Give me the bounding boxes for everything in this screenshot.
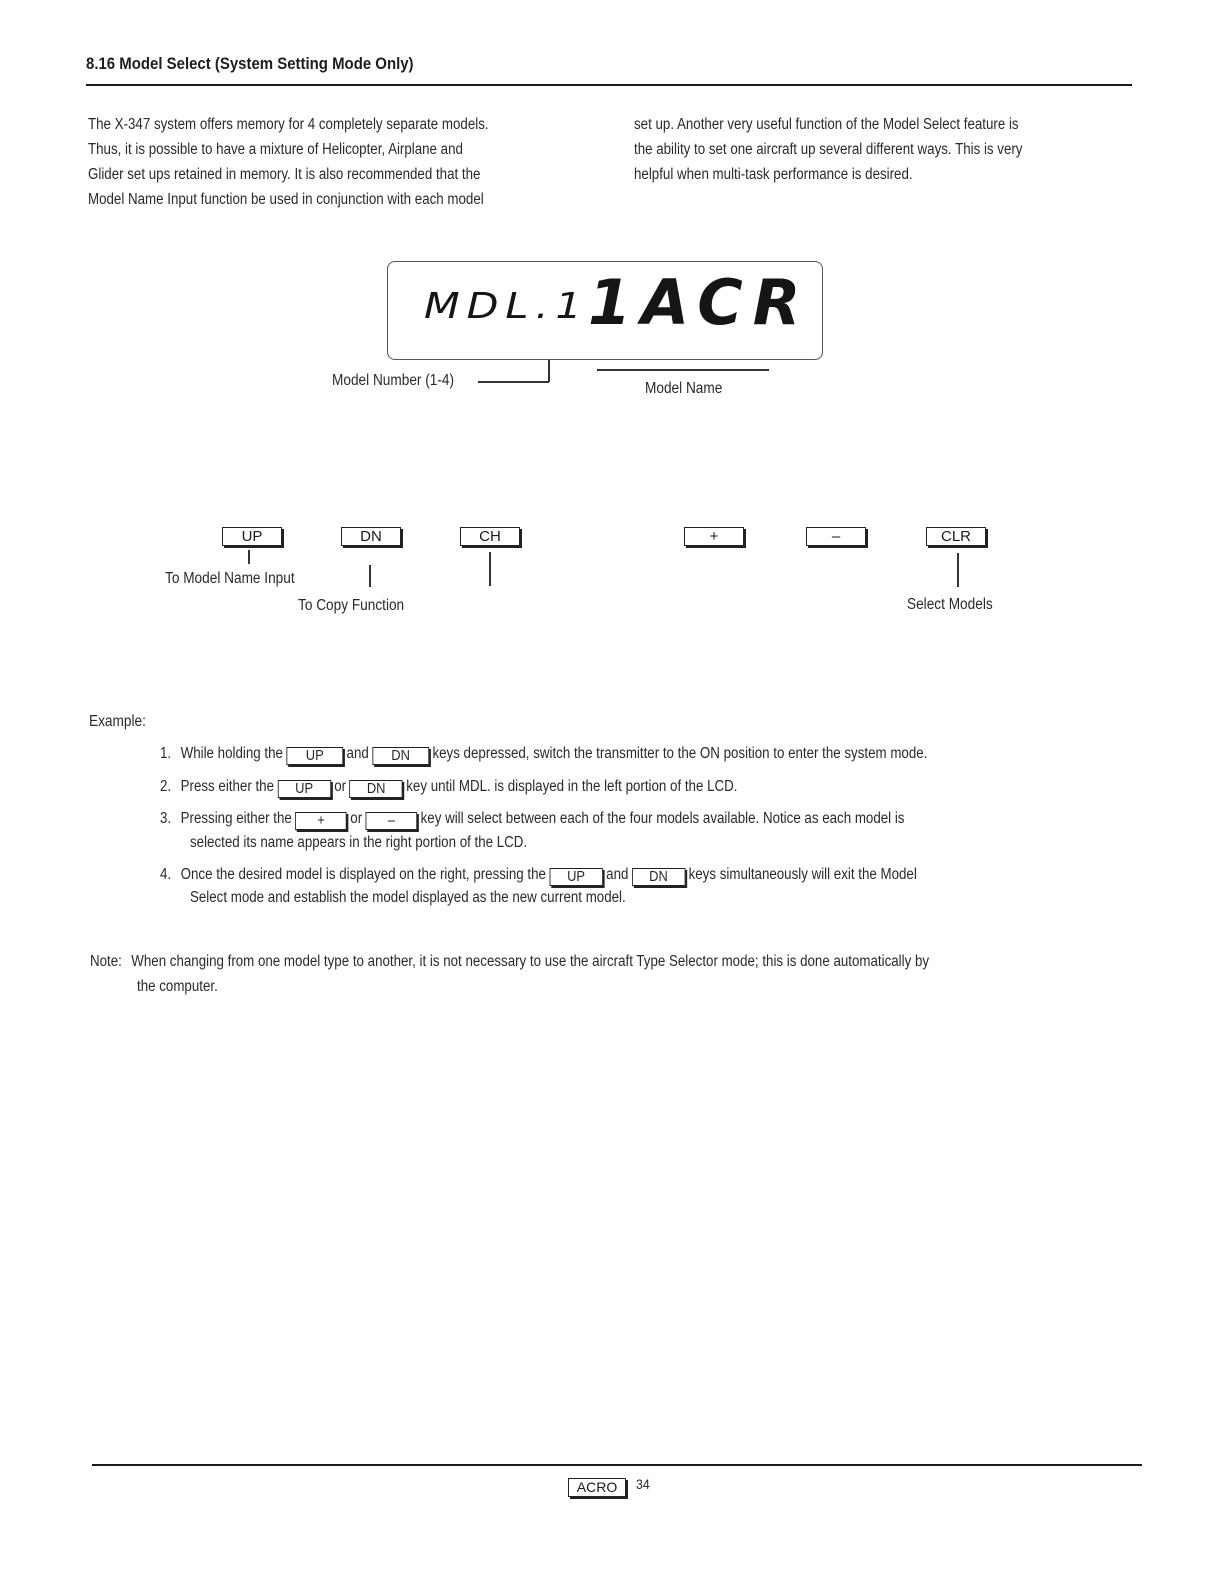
up-key-inline[interactable]: UP [286,747,343,765]
clr-key[interactable]: CLR [926,527,986,546]
dn-key-inline[interactable]: DN [632,868,685,886]
intro-left-line: The X-347 system offers memory for 4 completely separate models. [88,116,489,133]
note-text: the computer. [137,978,218,995]
step-4-continuation [190,886,626,910]
section-heading: 8.16 Model Select (System Setting Mode Only) [86,54,414,73]
step-text: or [350,810,363,827]
step-2 [160,775,737,799]
clr-key-label: Select Models [907,596,993,613]
up-key-label: To Model Name Input [165,570,295,587]
intro-right-line: helpful when multi-task performance is desired. [634,166,913,183]
step-text: and [606,866,629,883]
ch-key-pointer [489,552,491,586]
up-key-inline[interactable]: UP [549,868,602,886]
intro-right-paragraph [634,112,1116,187]
lcd-model-name: 1ACR [588,266,811,339]
model-number-pointer-line [478,381,549,383]
intro-left-line: Glider set ups retained in memory. It is also recommended that the [88,166,481,183]
dn-key-inline[interactable]: DN [350,780,403,798]
plus-key-inline[interactable]: + [295,812,347,830]
clr-key-pointer [957,553,959,587]
step-1 [160,742,927,766]
note-continuation [137,975,218,999]
step-3 [160,807,904,831]
page-number: 34 [636,1476,650,1492]
footer-rule [92,1464,1142,1466]
step-text: key until MDL. is displayed in the left portion of the LCD. [406,778,738,795]
lcd-model-number: MDL.1 [424,286,589,327]
intro-left-paragraph [88,112,570,212]
intro-right-line: set up. Another very useful function of the Model Select feature is [634,116,1019,133]
minus-key[interactable]: – [806,527,866,546]
step-3-continuation [190,831,527,855]
note-text: When changing from one model type to another, it is not necessary to use the aircraft Type Selector mode; this is done automatically by [131,953,930,970]
intro-right-line: the ability to set one aircraft up several different ways. This is very [634,141,1023,158]
step-4 [160,863,917,887]
footer-acro-tag: ACRO [568,1478,626,1497]
step-text: keys depressed, switch the transmitter to the ON position to enter the system mode. [432,745,928,762]
step-text: While holding the [180,745,283,762]
up-key-pointer [248,550,250,564]
dn-key-pointer [369,565,371,587]
model-number-label: Model Number (1-4) [332,372,455,389]
ch-key[interactable]: CH [460,527,520,546]
step-text: keys simultaneously will exit the Model [688,866,917,883]
heading-rule [86,84,1132,86]
up-key[interactable]: UP [222,527,282,546]
note [90,950,929,974]
dn-key[interactable]: DN [341,527,401,546]
step-number: 1. [160,745,172,762]
model-name-label: Model Name [645,380,723,397]
intro-left-line: Thus, it is possible to have a mixture of Helicopter, Airplane and [88,141,463,158]
plus-key[interactable]: + [684,527,744,546]
dn-key-label: To Copy Function [298,597,405,614]
step-text: Select mode and establish the model displayed as the new current model. [190,889,626,906]
step-text: selected its name appears in the right portion of the LCD. [190,834,528,851]
model-name-bracket [597,369,769,371]
step-number: 3. [160,810,172,827]
step-text: and [346,745,369,762]
step-text: or [334,778,347,795]
step-text: Press either the [180,778,275,795]
step-number: 4. [160,866,172,883]
step-text: Once the desired model is displayed on the right, pressing the [180,866,546,883]
dn-key-inline[interactable]: DN [372,747,429,765]
minus-key-inline[interactable]: – [366,812,418,830]
note-label: Note: [90,953,122,970]
step-number: 2. [160,778,172,795]
intro-left-line: Model Name Input function be used in conjunction with each model [88,191,484,208]
step-text: key will select between each of the four models available. Notice as each model is [420,810,905,827]
step-text: Pressing either the [180,810,292,827]
model-number-pointer [548,360,550,382]
up-key-inline[interactable]: UP [277,780,330,798]
example-label: Example: [89,713,146,730]
